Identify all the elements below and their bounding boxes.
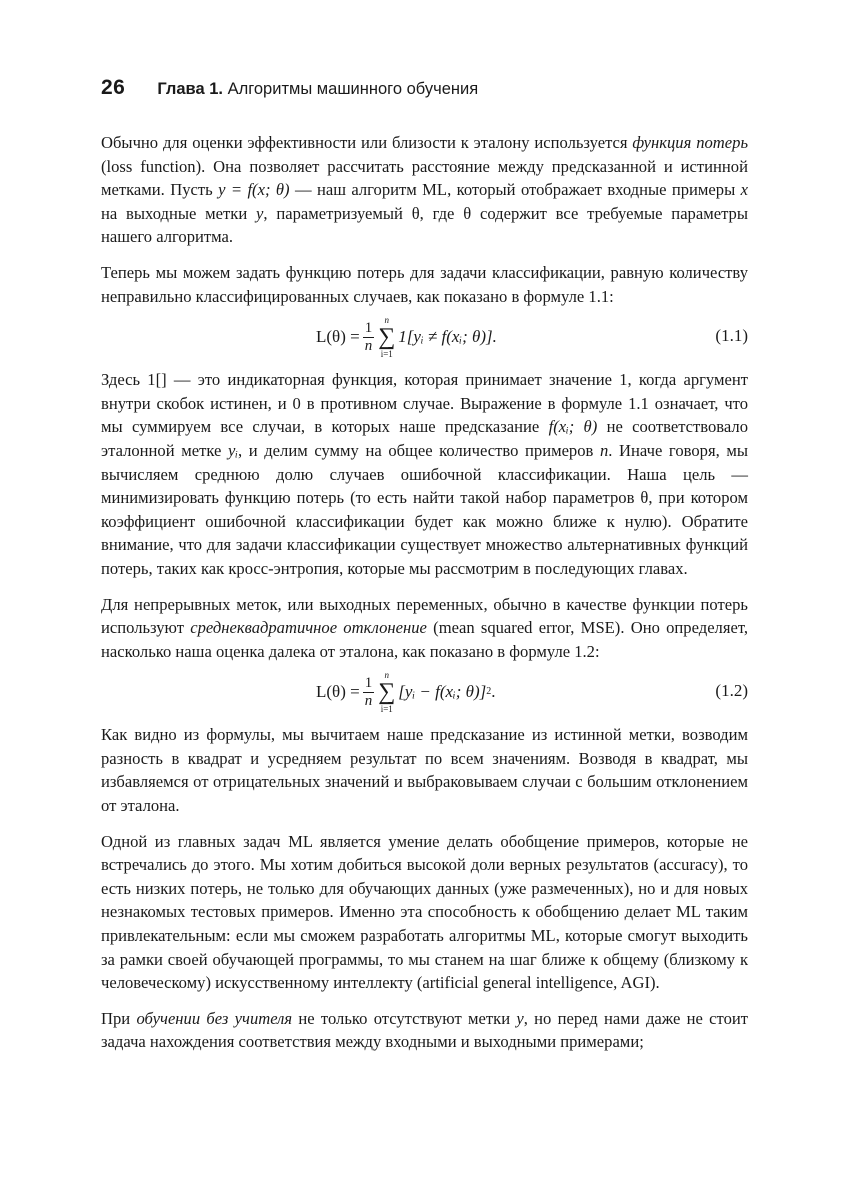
chapter-heading bbox=[157, 80, 478, 99]
page-header bbox=[101, 76, 761, 106]
formula-lhs: L(θ) = bbox=[316, 682, 360, 702]
formula-fraction: $\frac{1}{n}$ bbox=[364, 674, 373, 709]
formula-lhs: L(θ) = bbox=[316, 327, 360, 347]
formula-fraction: $\frac{1}{n}$ bbox=[364, 319, 373, 354]
formula-power: 2 bbox=[486, 686, 492, 698]
chapter-title: Алгоритмы машинного обучения bbox=[227, 80, 479, 98]
paragraph-4: Для непрерывных меток, или выходных переменных, обычно в качестве функции потерь используют среднеквадратичное отклонение (mean squared error, MSE). Оно определяет, насколько наша оценка далека от эталона, как показано в формуле 1.2: bbox=[101, 594, 748, 661]
inline-formula: y = f(x; θ) bbox=[218, 180, 290, 200]
term-unsupervised: обучении без учителя bbox=[136, 1008, 293, 1028]
formula-body: 1[yᵢ ≠ f(xᵢ; θ)]. bbox=[398, 327, 497, 347]
paragraph-2: Теперь мы можем задать функцию потерь для задачи классификации, равную количеству неправильно классифицированных случаев, как показано в формуле 1.1: bbox=[101, 262, 748, 306]
paragraph-7: При обучении без учителя не только отсутствуют метки y, но перед нами даже не стоит задача нахождения соответствия между входными и выходными примерами; bbox=[101, 1008, 748, 1052]
formula-1-1 bbox=[101, 312, 748, 362]
page-number: 26 bbox=[101, 76, 126, 99]
paragraph-1: Обычно для оценки эффективности или близости к эталону используется функция потерь (loss function). Она позволяет рассчитать расстояние между предсказанной и истинной метками. Пусть y = f(x; θ) — наш алгоритм ML, который отображает входные примеры x на выходные метки y, параметризуемый θ, где θ содержит все требуемые параметры нашего алгоритма. bbox=[101, 133, 749, 247]
paragraph-3: Здесь 1[] — это индикаторная функция, которая принимает значение 1, когда аргумент внутри скобок истинен, и 0 в противном случае. Выражение в формуле 1.1 означает, что мы суммируем все случаи, в которых наше предсказание f(xᵢ; θ) не соответствовало эталонной метке yᵢ, и делим сумму на общее количество примеров n. Иначе говоря, мы вычисляем среднюю долю случаев ошибочной классификации. Наша цель — минимизировать функцию потерь (то есть найти такой набор параметров θ, при котором коэффициент ошибочной классификации будет как можно ближе к нулю). Обратите внимание, что для задачи классификации существует множество альтернативных функций потерь, таких как кросс-энтропия, которые мы рассмотрим в последующих главах. bbox=[101, 370, 749, 578]
equation-number: (1.2) bbox=[715, 681, 748, 701]
equation-number: (1.1) bbox=[715, 326, 748, 346]
formula-1-2: L(θ) = $\frac{1}{n}$ n ∑ i=1 [yᵢ − f(xᵢ; θ)] 2 . (1.2) bbox=[316, 670, 748, 715]
paragraph-6: Одной из главных задач ML является умение делать обобщение примеров, которые не встречались до этого. Мы хотим добиться высокой доли верных результатов (accuracy), то есть низких потерь, не только для обучающих данных (уже размеченных), но и для новых незнакомых тестовых примеров. Именно эта способность к обобщению делает ML таким привлекательным: если мы сможем разработать алгоритмы ML, которые смогут выходить за рамки своей обучающей программы, то мы станем на шаг ближе к общему (близкому к человеческому) искусственному интеллекту (artificial general intelligence, AGI). bbox=[101, 831, 748, 993]
term-mse: среднеквадратичное отклонение bbox=[190, 618, 427, 638]
term-loss-function: функция потерь bbox=[632, 133, 748, 152]
formula-body: [yᵢ − f(xᵢ; θ)] bbox=[398, 682, 487, 702]
formula-sum: n ∑ i=1 bbox=[378, 670, 396, 715]
page-body bbox=[101, 131, 748, 1066]
chapter-label: Глава 1. bbox=[157, 80, 223, 98]
paragraph-5: Как видно из формулы, мы вычитаем наше предсказание из истинной метки, возводим разность в квадрат и усредняем результат по всем значениям. Возводя в квадрат, мы избавляемся от отрицательных значений и выбраковываем случаи с большим отклонением от эталона. bbox=[101, 725, 748, 816]
formula-sum: n ∑ i=1 bbox=[378, 315, 396, 360]
